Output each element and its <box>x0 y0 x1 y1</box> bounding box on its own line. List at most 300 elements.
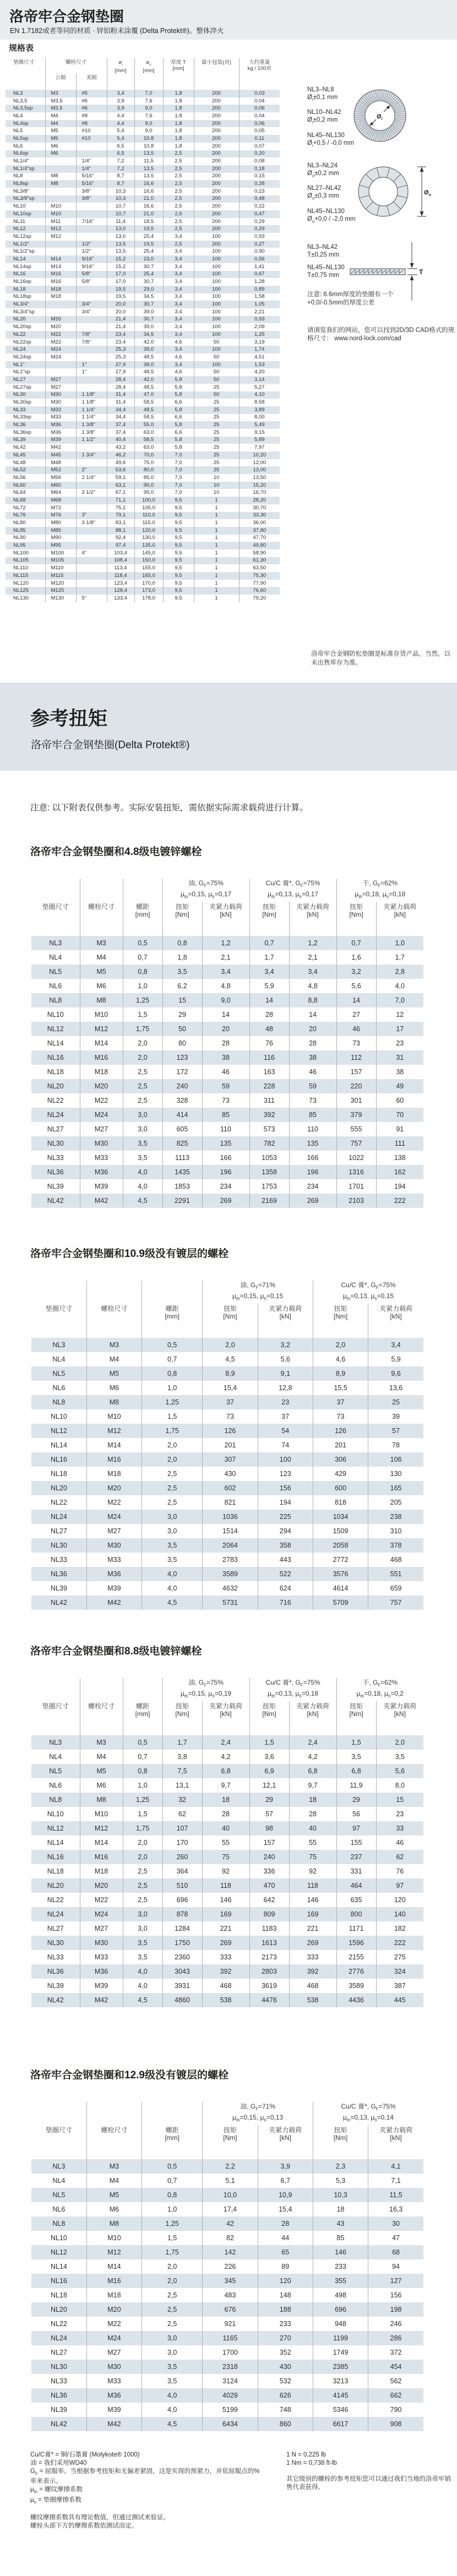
table-cell: 1,74 <box>239 346 280 353</box>
table-cell: 9,5 <box>163 549 194 557</box>
table-cell: 1 <box>194 572 239 580</box>
table-cell: 2,5 <box>163 188 194 195</box>
table-cell: 5,9 <box>368 1352 423 1366</box>
table-cell <box>76 587 107 595</box>
table-cell: 4,5 <box>142 1595 203 1610</box>
table-cell: 48,5 <box>134 406 163 414</box>
table-cell: 9,5 <box>163 564 194 572</box>
table-cell: 165 <box>368 1481 423 1495</box>
table-cell: 55 <box>289 1836 336 1850</box>
table-cell: 39,0 <box>134 308 163 316</box>
table-row <box>6 466 280 474</box>
table-cell: 311 <box>249 1093 289 1108</box>
table-cell: 4476 <box>249 1993 289 2007</box>
table-cell: 169 <box>289 1907 336 1921</box>
table-cell: 200 <box>194 218 239 226</box>
table-cell: 464 <box>336 1878 376 1893</box>
table-cell: 54 <box>258 1424 313 1438</box>
table-cell: 2169 <box>249 1194 289 1208</box>
table-cell: 0,05 <box>239 127 280 135</box>
lubrication-group-header: 油, $G_F=71\%$ $\mu_{th}=0,15$, $\mu_h=0,13$ <box>203 2102 313 2125</box>
table-cell: 9,5 <box>163 580 194 587</box>
table-cell <box>76 286 107 293</box>
table-cell: M18 <box>80 1864 123 1878</box>
table-cell: NL1/2"sp <box>13 248 35 255</box>
table-row <box>6 203 280 210</box>
table-cell: 430 <box>258 2360 313 2374</box>
table-cell: 0,04 <box>239 112 280 120</box>
table-cell: 200 <box>194 188 239 195</box>
table-cell: M5 <box>86 1366 142 1381</box>
table-row <box>31 2245 423 2259</box>
list-item: $G_F$ = 屈服率。当根据参考扭矩和无偏差紧固，这是实现的预紧力，并依屈服点的%率来表示。 <box>30 2468 260 2485</box>
table-cell: 2360 <box>162 1950 202 1964</box>
table-cell: 7,0 <box>163 451 194 459</box>
table-cell: 100 <box>194 248 239 255</box>
table-cell: 0,89 <box>239 286 280 293</box>
table-cell: NL5 <box>49 1767 62 1775</box>
table-cell: 92,4 <box>107 535 134 542</box>
column-header-bolt-size: 螺栓尺寸 <box>86 2125 142 2159</box>
table-cell: 44 <box>258 2231 313 2245</box>
table-cell: NL14sp <box>13 263 31 270</box>
table-cell: 328 <box>162 1093 202 1108</box>
column-header-bolt-size: 螺栓尺寸 <box>86 1304 142 1338</box>
table-cell: 3,4 <box>249 965 289 979</box>
lubrication-group-header: 油, $G_F=75\%$ $\mu_{th}=0,15$, $\mu_h=0,17$ <box>162 879 249 902</box>
table-row <box>31 1595 423 1610</box>
table-cell: 9,5 <box>163 512 194 520</box>
table-row <box>6 557 280 565</box>
cad-note <box>307 326 455 343</box>
table-cell: 100 <box>194 316 239 324</box>
table-row <box>6 195 280 203</box>
table-row <box>31 2360 423 2374</box>
table-cell: 1 1/4" <box>76 414 107 422</box>
group-header-row <box>31 879 423 902</box>
table-cell: 92 <box>202 1864 249 1878</box>
table-cell: 30,7 <box>134 278 163 286</box>
table-cell: NL52 <box>13 467 26 473</box>
table-cell: NL39 <box>13 437 26 443</box>
table-cell: 126 <box>313 1424 368 1438</box>
table-cell: 123 <box>162 1050 202 1065</box>
table-cell <box>76 210 107 218</box>
table-cell: 31 <box>376 1050 423 1065</box>
table-cell: 538 <box>202 1993 249 2007</box>
table-cell: 85 <box>202 1108 249 1122</box>
table-cell: 28 <box>202 1036 249 1050</box>
table-row <box>31 1395 423 1409</box>
table-cell: M16 <box>80 1850 123 1864</box>
table-cell: 2,0 <box>142 2259 203 2274</box>
table-cell: 9,5 <box>163 504 194 512</box>
table-cell: 29 <box>162 1007 202 1022</box>
table-cell: 50 <box>194 376 239 384</box>
table-cell: 5,49 <box>239 421 280 429</box>
table-cell: 76 <box>376 1864 423 1878</box>
table-cell: NL16 <box>47 1054 64 1061</box>
table-cell: 3 1/8" <box>76 519 107 527</box>
table-cell: 15,20 <box>239 482 280 489</box>
table-cell <box>45 368 76 376</box>
table-cell: 25,3 <box>107 353 134 361</box>
table-cell: 3,0 <box>123 1921 162 1936</box>
table-cell: 3,0 <box>123 1122 162 1136</box>
table-cell: 13,0 <box>107 225 134 233</box>
table-cell: 39,0 <box>134 323 163 331</box>
list-item: 螺栓头部下方的摩擦系数依测试而定。 <box>30 2522 138 2529</box>
svg-text:T: T <box>419 268 423 276</box>
table-cell: 2" <box>76 466 107 474</box>
table-row <box>31 936 423 950</box>
table-cell: 80 <box>162 1036 202 1050</box>
table-cell: 115,0 <box>134 519 163 527</box>
table-cell: 1 <box>194 595 239 602</box>
table-cell: 75,0 <box>134 459 163 467</box>
table-row <box>6 127 280 135</box>
table-cell: 948 <box>313 2317 368 2331</box>
table-cell: 392 <box>249 1108 289 1122</box>
table-cell: 8,00 <box>239 414 280 422</box>
table-cell: 1 <box>194 535 239 542</box>
column-header-pitch: 螺距 [mm] <box>142 1304 203 1338</box>
table-row <box>6 519 280 527</box>
table-cell: 238 <box>368 1510 423 1524</box>
table-cell: 1750 <box>162 1936 202 1950</box>
column-header-clamp-load: 夹紧力载荷 [kN] <box>376 1701 423 1735</box>
table-row <box>31 1381 423 1395</box>
table-row <box>6 406 280 414</box>
table-cell: 2,5 <box>163 225 194 233</box>
table-cell: 138 <box>376 1151 423 1165</box>
table-cell: 3,4 <box>202 965 249 979</box>
table-cell: 510 <box>162 1878 202 1893</box>
table-cell: M36 <box>80 1964 123 1979</box>
lubrication-group-header: 干, $G_F=62\%$ $\mu_{th}=0,18$, $\mu_h=0,18$ <box>336 879 423 902</box>
column-header-torque: 扭矩 [Nm] <box>249 1701 289 1735</box>
table-cell: M20 <box>86 1481 142 1495</box>
table-cell: 28 <box>258 2216 313 2231</box>
table-cell: 118 <box>202 1878 249 1893</box>
table-row <box>6 278 280 286</box>
table-row <box>6 112 280 120</box>
table-cell: 9,0 <box>202 993 249 1007</box>
table-cell: 2,5 <box>163 241 194 248</box>
table-cell: NL22 <box>13 331 26 337</box>
table-row <box>31 1836 423 1850</box>
table-cell: 9,5 <box>163 572 194 580</box>
table-cell: 4,2 <box>289 1750 336 1764</box>
table-cell: 2,0 <box>123 1036 162 1050</box>
table-cell: 4,5 <box>123 1993 162 2007</box>
table-cell: M30 <box>45 391 76 399</box>
table-cell: M130 <box>45 595 76 602</box>
cad-note-text: 请浏览我们的网站，您可以找到2D/3D CAD格式的规格尺寸： <box>307 327 455 342</box>
table-cell: 12,1 <box>249 1778 289 1793</box>
table-cell: 2,0 <box>123 1836 162 1850</box>
table-cell: 166 <box>202 1151 249 1165</box>
table-cell: NL27 <box>50 2349 67 2356</box>
footnotes-right <box>286 2451 451 2492</box>
table-cell: M42 <box>86 1595 142 1610</box>
table-cell: M68 <box>45 497 76 504</box>
table-cell: 4145 <box>313 2388 368 2403</box>
table-cell: 2,5 <box>142 1495 203 1510</box>
table-cell: 1613 <box>249 1936 289 1950</box>
table-cell: M39 <box>86 2403 142 2417</box>
table-cell: NL30sp <box>13 399 31 406</box>
table-cell: 1036 <box>203 1510 258 1524</box>
table-cell: NL3 <box>49 1739 62 1746</box>
table-row <box>31 1510 423 1524</box>
table-cell <box>76 323 107 331</box>
table-cell: NL18 <box>13 286 26 292</box>
table-cell: 9,5 <box>163 535 194 542</box>
table-cell: 157 <box>249 1836 289 1850</box>
table-cell: 1,25 <box>239 331 280 339</box>
table-cell: 294 <box>258 1524 313 1538</box>
table-cell: 1,25 <box>142 2216 203 2231</box>
table-cell: 2 1/4" <box>76 474 107 482</box>
table-cell: 5/16" <box>76 173 107 181</box>
table-cell: 9,5 <box>163 587 194 595</box>
table-cell: 306 <box>313 1452 368 1467</box>
table-row <box>6 286 280 293</box>
table-cell: M3 <box>86 1338 142 1352</box>
table-cell: 27,9 <box>107 368 134 376</box>
column-header-torque: 扭矩 [Nm] <box>313 2125 368 2159</box>
table-cell: 4,6 <box>163 368 194 376</box>
table-cell: 200 <box>194 120 239 128</box>
table-cell: NL22 <box>47 1896 64 1904</box>
table-cell: 13,5 <box>134 165 163 173</box>
table-cell: 100 <box>194 286 239 293</box>
table-cell: 82 <box>203 2231 258 2245</box>
table-cell: 1 3/8" <box>76 429 107 437</box>
table-cell: 100,0 <box>134 497 163 504</box>
table-cell <box>45 308 76 316</box>
table-cell <box>76 316 107 324</box>
table-cell: 748 <box>258 2403 313 2417</box>
website-link[interactable]: www.nord-lock.com/cad <box>334 335 401 342</box>
table-cell: 162 <box>376 1165 423 1179</box>
table-cell: 269 <box>289 1936 336 1950</box>
table-cell: 111 <box>376 1136 423 1151</box>
table-cell: 10,9 <box>258 2188 313 2202</box>
table-cell: 1,0 <box>142 2202 203 2216</box>
table-cell: 600 <box>313 1481 368 1495</box>
table-cell: 809 <box>249 1907 289 1921</box>
table-cell: 0,5 <box>123 1735 162 1750</box>
list-item: NL45–NL130 $Ø_o+0,0 / -2,0$ mm <box>307 208 356 224</box>
table-cell: 1 <box>194 497 239 504</box>
table-cell: 1171 <box>336 1921 376 1936</box>
table-cell: 0,06 <box>239 105 280 112</box>
table-cell: NL39 <box>47 1183 64 1190</box>
table-cell: 5,1 <box>203 2174 258 2188</box>
table-cell: NL30 <box>47 1939 64 1947</box>
table-cell: NL36 <box>13 422 26 428</box>
table-cell: NL4 <box>13 112 23 119</box>
table-row <box>6 580 280 587</box>
table-cell: 85,0 <box>134 474 163 482</box>
table-cell: 5,4 <box>107 135 134 143</box>
table-cell: 92 <box>289 1864 336 1878</box>
table-cell: 21,4 <box>107 316 134 324</box>
table-cell: 50 <box>194 353 239 361</box>
column-header-torque: 扭矩 [Nm] <box>203 2125 258 2159</box>
table-cell: 15,5 <box>313 1381 368 1395</box>
table-cell: M120 <box>45 580 76 587</box>
table-cell: 602 <box>203 1481 258 1495</box>
lubrication-group-header: 油, $G_F=75\%$ $\mu_{th}=0,15$, $\mu_h=0,19$ <box>162 1678 249 1701</box>
table-cell: M27 <box>45 384 76 391</box>
table-cell: NL39 <box>47 1982 64 1990</box>
table-cell: M30 <box>86 1538 142 1553</box>
table-cell: NL12 <box>47 1825 64 1832</box>
table-cell: 3,5 <box>336 1750 376 1764</box>
group-header-row <box>31 1281 423 1304</box>
table-cell <box>45 188 76 195</box>
table-cell: 233 <box>313 2259 368 2274</box>
table-cell: 757 <box>336 1136 376 1151</box>
table-cell: NL72 <box>13 504 26 511</box>
table-cell: 201 <box>313 1438 368 1452</box>
table-cell: 662 <box>368 2388 423 2403</box>
table-cell: 4632 <box>203 1581 258 1595</box>
table-row <box>31 950 423 965</box>
list-item: 油 = 我们采用WD40 <box>30 2460 87 2466</box>
table-cell: M18 <box>45 286 76 293</box>
table-cell: 59 <box>289 1079 336 1093</box>
table-row <box>6 414 280 422</box>
table-row <box>31 1538 423 1553</box>
table-cell: 800 <box>336 1907 376 1921</box>
table-cell: 2,3 <box>313 2159 368 2174</box>
table-cell: 63,0 <box>134 444 163 451</box>
table-cell: NL6 <box>52 1384 66 1392</box>
table-cell: 58,5 <box>134 437 163 444</box>
table-cell: 170 <box>162 1836 202 1850</box>
table-cell: 2,5 <box>163 150 194 158</box>
table-cell: 80,0 <box>134 466 163 474</box>
table-cell: 20,0 <box>107 308 134 316</box>
table-cell: 4,6 <box>163 353 194 361</box>
table-cell: 5,8 <box>163 391 194 399</box>
table-cell: 12,00 <box>239 459 280 467</box>
table-cell: M27 <box>45 376 76 384</box>
table-cell: 5,9 <box>249 979 289 993</box>
table-cell: 7/16" <box>76 218 107 226</box>
table-cell <box>45 165 76 173</box>
svg-text:Øi: $Ø_i$ <box>377 113 383 121</box>
table-cell: 483 <box>203 2288 258 2302</box>
table-row <box>6 323 280 331</box>
table-cell: 676 <box>203 2302 258 2317</box>
table-cell: 94 <box>368 2259 423 2274</box>
table-cell: 2,09 <box>239 323 280 331</box>
table-cell: M56 <box>45 474 76 482</box>
table-cell: M8 <box>86 1395 142 1409</box>
table-cell: 7/8" <box>76 331 107 339</box>
table-cell: 16,6 <box>134 188 163 195</box>
table-cell: NL33 <box>47 1953 64 1961</box>
torque-table-grade-8-8 <box>31 1678 423 2007</box>
table-cell: 156 <box>368 2288 423 2302</box>
table-cell: 8,9 <box>313 1366 368 1381</box>
table-cell: 13,00 <box>239 466 280 474</box>
table-cell: 73 <box>202 1093 249 1108</box>
table-cell: M6 <box>86 2202 142 2216</box>
table-cell: 538 <box>289 1993 336 2007</box>
table-cell: 188 <box>258 2302 313 2317</box>
table-row <box>31 1151 423 1165</box>
table-row <box>31 1438 423 1452</box>
table-cell: 135 <box>202 1136 249 1151</box>
table-cell: 31,4 <box>107 399 134 406</box>
table-row <box>31 2231 423 2245</box>
table-cell: 0,7 <box>123 1750 162 1764</box>
table-row <box>31 2274 423 2288</box>
table-cell: M95 <box>45 542 76 549</box>
table-cell: 5,8 <box>163 421 194 429</box>
table-cell: 240 <box>162 1079 202 1093</box>
table-cell: 196 <box>289 1165 336 1179</box>
table-cell: 3/8" <box>76 188 107 195</box>
table-cell: 48,5 <box>134 384 163 391</box>
table-cell: 921 <box>203 2317 258 2331</box>
table-cell: 605 <box>162 1122 202 1136</box>
table-cell: 18 <box>313 2202 368 2216</box>
table-cell: 358 <box>258 1538 313 1553</box>
table-cell: 17,0 <box>107 278 134 286</box>
table-cell: 234 <box>202 1179 249 1194</box>
table-cell: 36,00 <box>239 519 280 527</box>
table-cell: 2,0 <box>142 1438 203 1452</box>
table-cell: 0,93 <box>239 316 280 324</box>
table-cell: 1753 <box>249 1179 289 1194</box>
table-cell: 2,0 <box>313 1338 368 1352</box>
table-cell: M24 <box>45 346 76 353</box>
table-cell: 908 <box>368 2417 423 2431</box>
table-cell: 0,7 <box>142 2174 203 2188</box>
table-cell: 25 <box>368 1395 423 1409</box>
table-cell: 5,8 <box>163 444 194 451</box>
table-cell: 3,4 <box>163 361 194 369</box>
table-cell: 200 <box>194 105 239 112</box>
table-cell: 3,0 <box>123 1108 162 1122</box>
table-cell: NL33sp <box>13 414 31 421</box>
table-cell: 1,05 <box>239 301 280 308</box>
table-cell: NL48 <box>13 459 26 466</box>
table-cell: M22 <box>86 1495 142 1510</box>
table-cell: 21,4 <box>107 323 134 331</box>
table-cell: 379 <box>336 1108 376 1122</box>
table-cell: 6,2 <box>162 979 202 993</box>
table-row <box>31 1036 423 1050</box>
table-cell: NL33 <box>50 1556 67 1564</box>
table-cell: NL115 <box>13 572 29 579</box>
table-cell: 5,4 <box>107 127 134 135</box>
table-cell: 2,0 <box>142 2274 203 2288</box>
table-row <box>31 1194 423 1208</box>
table-cell: 5,8 <box>163 384 194 391</box>
table-cell: M6 <box>45 143 76 150</box>
table-cell: M45 <box>45 451 76 459</box>
table-cell: 8,9 <box>203 1366 258 1381</box>
table-cell: 3576 <box>313 1567 368 1581</box>
